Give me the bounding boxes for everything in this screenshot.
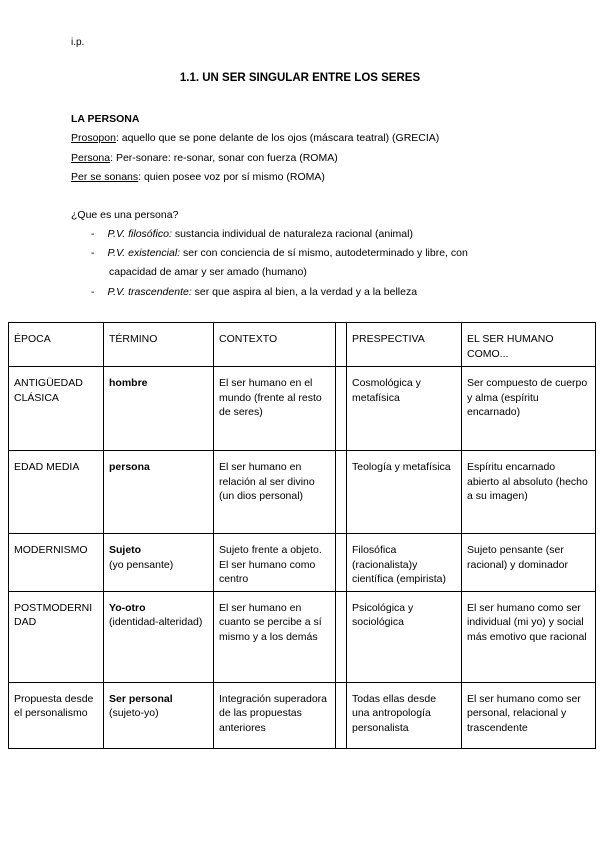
cell-epoca: POSTMODERNIDAD [9,591,104,682]
cell-contexto: El ser humano en relación al ser divino (un dios personal) [214,451,336,534]
cell-epoca: Propuesta desde el personalismo [9,682,104,748]
gap-cell [336,367,347,451]
cell-epoca: MODERNISMO [9,534,104,592]
header-perspectiva: PRESPECTIVA [347,323,462,367]
table-row [9,367,596,451]
cell-perspectiva: Filosófica (racionalista)y científica (empirista) [347,534,462,592]
cell-perspectiva: Psicológica y sociológica [347,591,462,682]
bullet-trascendente [91,286,417,298]
cell-termino [104,591,214,682]
gap-cell [336,451,347,534]
cell-termino [104,682,214,748]
cell-contexto: Integración superadora de las propuestas anteriores [214,682,336,748]
cell-como: Espíritu encarnado abierto al absoluto (hecho a su imagen) [462,451,596,534]
termino-main: Ser personal [109,692,173,705]
persona-table [8,322,596,749]
cell-contexto: El ser humano en el mundo (frente al resto de seres) [214,367,336,451]
table-row [9,591,596,682]
header-epoca: ÉPOCA [9,323,104,367]
cell-perspectiva: Teología y metafísica [347,451,462,534]
cell-termino [104,534,214,592]
termino-main: Sujeto [109,544,142,556]
bullet-existencial [91,247,468,259]
gap-cell [336,323,347,367]
header-contexto: CONTEXTO [214,323,336,367]
cell-perspectiva: Todas ellas desde una antropología personalista [347,682,462,748]
termino-sub: (identidad-alteridad) [109,616,203,628]
termino-sub: (sujeto-yo) [109,707,159,719]
table-header-row [9,323,596,367]
bullet-label: P.V. trascendente: [107,286,192,298]
bullet-text: ser que aspira al bien, a la verdad y a la belleza [191,286,418,298]
cell-como: Sujeto pensante (ser racional) y dominador [462,534,596,592]
termino-sub: (yo pensante) [109,558,174,571]
cell-termino [104,451,214,534]
bullet-label: P.V. filosófico: [107,228,172,240]
bullet-dash: - [91,228,95,240]
section-heading: LA PERSONA [71,113,140,125]
gap-cell [336,682,347,748]
cell-contexto: El ser humano en cuanto se percibe a sí mismo y a los demás [214,591,336,682]
bullet-text: sustancia individual de naturaleza racional (animal) [171,228,413,240]
table-row [9,451,596,534]
table-row [9,682,596,748]
termino-main: persona [109,461,150,473]
cell-perspectiva: Cosmológica y metafísica [347,367,462,451]
page-header-ip: i.p. [71,37,85,48]
cell-como: El ser humano como ser personal, relacional y trascendente [462,682,596,748]
header-termino: TÉRMINO [104,323,214,367]
bullet-filosofico [91,228,413,240]
definition-term: Prosopon [71,132,116,144]
bullet-label: P.V. existencial: [107,247,181,259]
cell-epoca: ANTIGÜEDAD CLÁSICA [9,367,104,451]
bullet-text: ser con conciencia de sí mismo, autodeterminado y libre, con [180,247,468,259]
definition-text: : Per-sonare: re-sonar, sonar con fuerza (ROMA) [110,152,338,164]
definition-text: : quien posee voz por sí mismo (ROMA) [138,171,325,183]
gap-cell [336,591,347,682]
cell-epoca: EDAD MEDIA [9,451,104,534]
table-row [9,534,596,592]
definition-prosopon [71,132,439,144]
definition-text: : aquello que se pone delante de los ojos (máscara teatral) (GRECIA) [115,132,440,144]
cell-contexto: Sujeto frente a objeto. El ser humano como centro [214,534,336,592]
header-ser-humano: EL SER HUMANO COMO... [462,323,596,367]
definition-persona [71,152,338,164]
bullet-existencial-continuation: capacidad de amar y ser amado (humano) [109,266,307,278]
termino-main: Yo-otro [109,601,146,614]
cell-termino [104,367,214,451]
cell-como: Ser compuesto de cuerpo y alma (espíritu encarnado) [462,367,596,451]
definition-per-se-sonans [71,171,325,183]
cell-como: El ser humano como ser individual (mi yo) y social más emotivo que racional [462,591,596,682]
bullet-dash: - [91,286,95,298]
definition-term: Persona [71,152,111,164]
question: ¿Que es una persona? [71,209,179,221]
page-title: 1.1. UN SER SINGULAR ENTRE LOS SERES [179,72,421,84]
definition-term: Per se sonans [71,171,139,183]
gap-cell [336,534,347,592]
bullet-dash: - [91,247,95,259]
termino-main: hombre [109,377,148,389]
